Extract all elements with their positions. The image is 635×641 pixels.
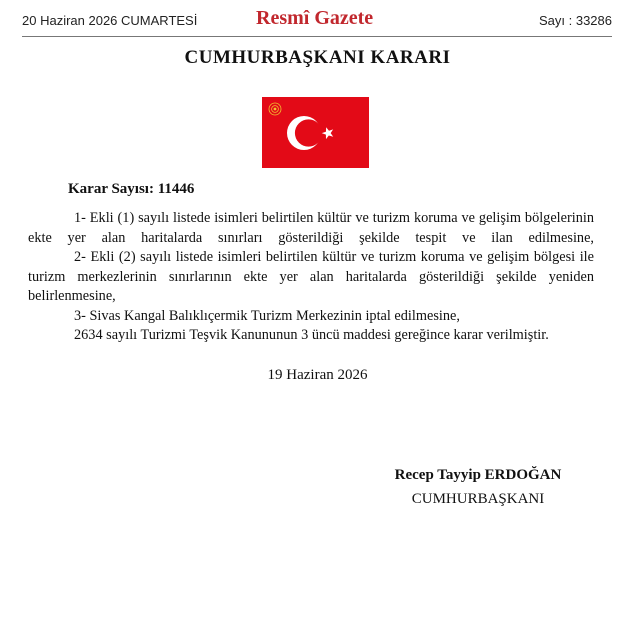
legal-basis: 2634 sayılı Turizmi Teşvik Kanununun 3 üncü maddesi gereğince karar verilmiştir. — [74, 327, 549, 343]
signer-title: CUMHURBAŞKANI — [411, 491, 545, 507]
gazette-header — [22, 6, 612, 34]
article-1: 1- Ekli (1) sayılı listede isimleri belirtilen kültür ve turizm koruma ve gelişim bölgelerinin ekte yer alan haritalarda sınırları gösterildiği şekilde tespit ve ilan edilmesine, — [28, 210, 594, 246]
article-3: 3- Sivas Kangal Balıklıçermik Turizm Merkezinin iptal edilmesine, — [74, 307, 460, 324]
decision-body — [28, 209, 594, 346]
signature-date: 19 Haziran 2026 — [267, 367, 368, 383]
document-title: CUMHURBAŞKANI KARARI — [184, 47, 451, 68]
article-2: 2- Ekli (2) sayılı listede isimleri belirtilen kültür ve turizm koruma ve gelişim bölgesi ile turizm merkezlerinin sınırlarının ekte yer alan haritalarda gösterildiği şekilde yeniden belirlenmesine, — [28, 249, 594, 304]
decision-number: Karar Sayısı: 11446 — [68, 181, 195, 197]
header-date: 20 Haziran 2026 CUMARTESİ — [22, 13, 198, 28]
gazette-name: Resmî Gazete — [256, 7, 374, 29]
issue-number: Sayı : 33286 — [539, 13, 612, 28]
turkish-flag-icon — [262, 97, 369, 168]
signer-name: Recep Tayyip ERDOĞAN — [394, 467, 562, 483]
header-divider — [22, 36, 612, 37]
